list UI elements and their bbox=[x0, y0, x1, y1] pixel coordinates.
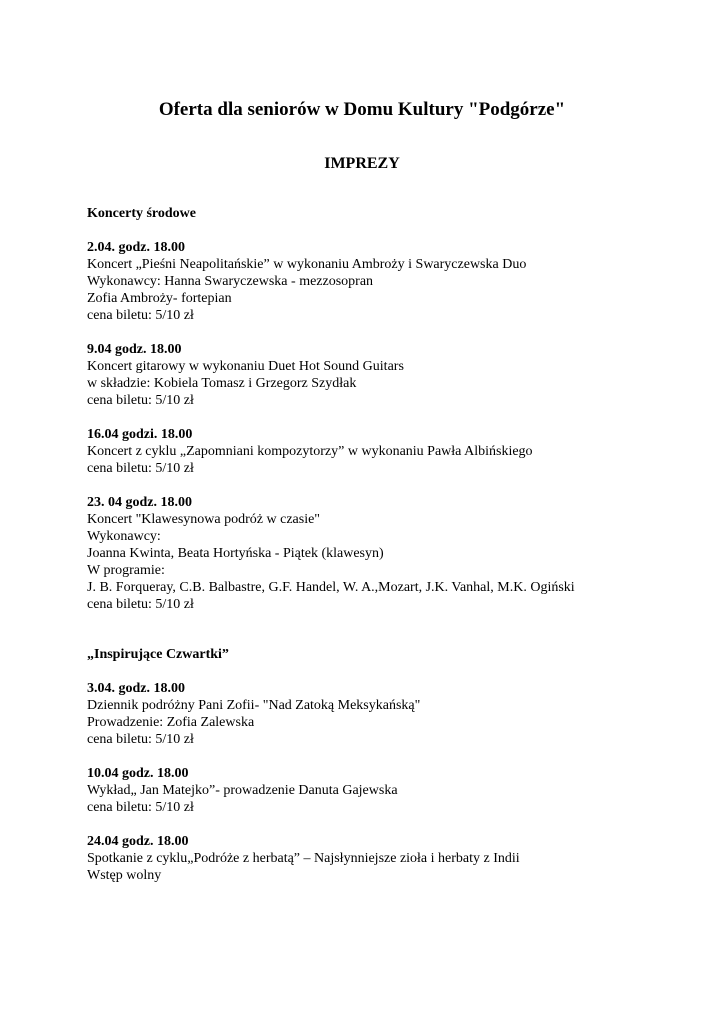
event-detail-line: Koncert z cyklu „Zapomniani kompozytorzy” w wykonaniu Pawła Albińskiego bbox=[87, 444, 533, 459]
event-entry bbox=[87, 239, 697, 324]
event-detail-line: Zofia Ambroży- fortepian bbox=[87, 291, 232, 306]
event-detail-line: cena biletu: 5/10 zł bbox=[87, 461, 194, 476]
event-detail-line: Koncert „Pieśni Neapolitańskie” w wykonaniu Ambroży i Swaryczewska Duo bbox=[87, 257, 527, 272]
event-date: 10.04 godz. 18.00 bbox=[87, 766, 189, 781]
event-section bbox=[87, 646, 697, 884]
event-detail-line: cena biletu: 5/10 zł bbox=[87, 732, 194, 747]
event-section bbox=[87, 205, 697, 613]
event-detail-line: Wstęp wolny bbox=[87, 868, 162, 883]
event-entry bbox=[87, 341, 697, 409]
event-detail-line: cena biletu: 5/10 zł bbox=[87, 800, 194, 815]
event-entry bbox=[87, 426, 697, 477]
event-detail-line: Koncert "Klawesynowa podróż w czasie" bbox=[87, 512, 321, 527]
event-detail-line: Dziennik podróżny Pani Zofii- "Nad Zatoką Meksykańską" bbox=[87, 698, 421, 713]
event-date: 9.04 godz. 18.00 bbox=[87, 342, 182, 357]
event-entry bbox=[87, 833, 697, 884]
event-date: 3.04. godz. 18.00 bbox=[87, 681, 185, 696]
event-detail-line: cena biletu: 5/10 zł bbox=[87, 393, 194, 408]
event-detail-line: Spotkanie z cyklu„Podróże z herbatą” – Najsłynniejsze zioła i herbaty z Indii bbox=[87, 851, 520, 866]
event-date: 24.04 godz. 18.00 bbox=[87, 834, 189, 849]
event-detail-line: Wykonawcy: Hanna Swaryczewska - mezzosopran bbox=[87, 274, 374, 289]
section-heading: Koncerty środowe bbox=[87, 206, 196, 221]
event-detail-line: Koncert gitarowy w wykonaniu Duet Hot Sound Guitars bbox=[87, 359, 404, 374]
event-entry bbox=[87, 765, 697, 816]
event-date: 23. 04 godz. 18.00 bbox=[87, 495, 192, 510]
event-detail-line: Wykonawcy: bbox=[87, 529, 161, 544]
event-detail-line: w składzie: Kobiela Tomasz i Grzegorz Szydłak bbox=[87, 376, 357, 391]
section-heading: „Inspirujące Czwartki” bbox=[87, 647, 229, 662]
event-detail-line: W programie: bbox=[87, 563, 165, 578]
event-detail-line: cena biletu: 5/10 zł bbox=[87, 308, 194, 323]
event-detail-line: J. B. Forqueray, C.B. Balbastre, G.F. Handel, W. A.,Mozart, J.K. Vanhal, M.K. Ogiński bbox=[87, 580, 575, 595]
event-detail-line: Wykład„ Jan Matejko”- prowadzenie Danuta Gajewska bbox=[87, 783, 398, 798]
page-title: Oferta dla seniorów w Domu Kultury "Podgórze" bbox=[158, 99, 566, 120]
events-content bbox=[87, 205, 697, 884]
page-subtitle: IMPREZY bbox=[324, 155, 400, 172]
event-date: 2.04. godz. 18.00 bbox=[87, 240, 185, 255]
event-entry bbox=[87, 680, 697, 748]
event-entry bbox=[87, 494, 697, 613]
event-detail-line: Joanna Kwinta, Beata Hortyńska - Piątek (klawesyn) bbox=[87, 546, 384, 561]
event-date: 16.04 godzi. 18.00 bbox=[87, 427, 193, 442]
event-detail-line: cena biletu: 5/10 zł bbox=[87, 597, 194, 612]
event-detail-line: Prowadzenie: Zofia Zalewska bbox=[87, 715, 255, 730]
